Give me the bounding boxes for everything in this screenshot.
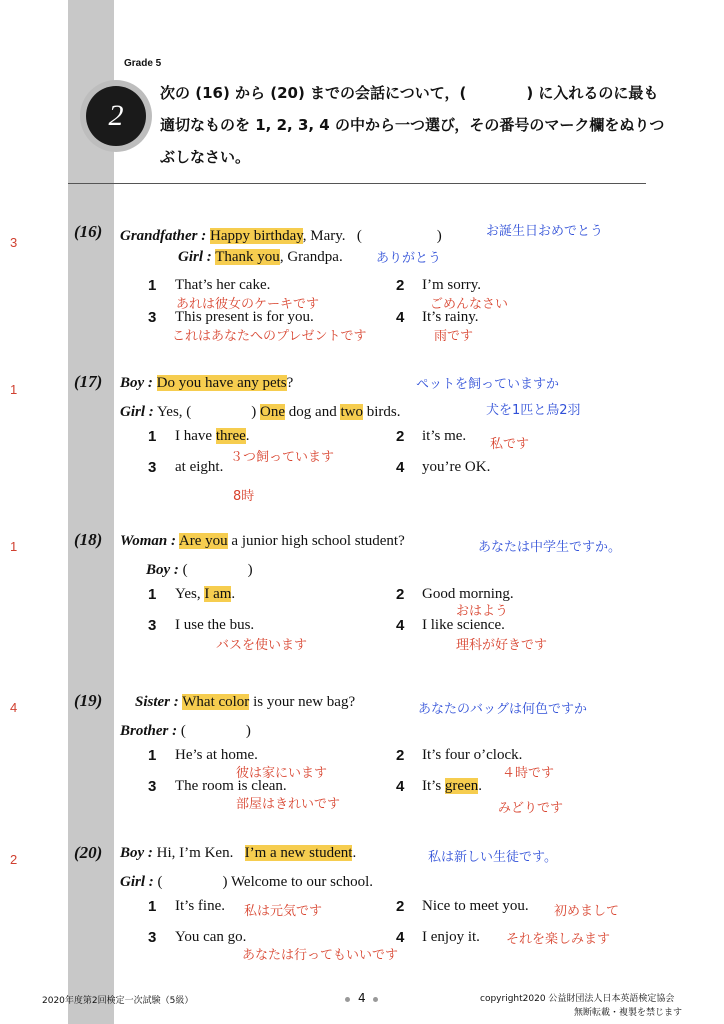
option-text-part: It’s [422, 778, 442, 794]
dialogue-line-2 [146, 558, 253, 579]
option-number: 1 [148, 747, 157, 764]
highlight: two [340, 404, 363, 420]
option-number: 4 [396, 778, 405, 795]
dialogue-line-2 [120, 870, 373, 891]
question-number: (19) [74, 691, 103, 710]
speaker: Grandfather : [120, 228, 207, 244]
speaker: Sister : [135, 694, 179, 710]
option-text [175, 586, 235, 603]
highlight: Are you [178, 533, 228, 549]
speaker: Brother : [120, 723, 178, 739]
option-text: I enjoy it. [422, 929, 480, 945]
grade-label: Grade 5 [124, 58, 162, 69]
dialogue-line-1 [120, 533, 405, 550]
score-mark: 3 [10, 235, 18, 250]
option-text: This present is for you. [175, 309, 314, 325]
dialogue-line-1 [135, 694, 355, 711]
dialogue-text: , Grandpa. [279, 249, 343, 265]
dialogue-text: ? [286, 375, 294, 391]
dialogue-line-1 [120, 224, 442, 245]
option-text: you’re OK. [422, 459, 491, 475]
translation-note: ペットを飼っていますか [416, 377, 560, 392]
option-text [422, 778, 482, 795]
option-translation: ４時です [502, 766, 555, 781]
translation-note: 犬を1匹と鳥2羽 [486, 403, 581, 418]
option-text-part: . [231, 586, 236, 602]
highlight: What color [182, 694, 250, 710]
footer-exam-info: 2020年度第2回検定一次試験（5級） [42, 996, 194, 1006]
option-text-part: I have [175, 428, 213, 444]
option-translation: みどりです [498, 801, 564, 816]
page-sidebar [68, 0, 114, 1024]
option-translation: ごめんなさい [430, 297, 509, 312]
translation-note: あなたのバッグは何色ですか [418, 702, 588, 717]
option-number: 2 [396, 747, 405, 764]
option-text: I use the bus. [175, 617, 255, 633]
option-translation: 私は元気です [244, 904, 323, 919]
option-number: 1 [148, 898, 157, 915]
section-number: 2 [86, 86, 146, 146]
translation-note: お誕生日おめでとう [486, 224, 604, 239]
dialogue-line-1 [120, 375, 293, 392]
option-number: 3 [148, 929, 157, 946]
option-text: it’s me. [422, 428, 467, 444]
translation-note: あなたは中学生ですか。 [478, 540, 622, 555]
dialogue-text: a junior high school student? [231, 533, 405, 549]
speaker: Boy : [120, 375, 153, 391]
option-number: 3 [148, 309, 157, 326]
question-number: (17) [74, 372, 103, 391]
highlight: One [260, 404, 286, 420]
instruction-line-3: ぶしなさい。 [160, 148, 251, 166]
dialogue-text: dog and [288, 404, 337, 420]
translation-note: ありがとう [376, 251, 442, 266]
speaker: Woman : [120, 533, 176, 549]
option-text: at eight. [175, 459, 224, 475]
dialogue-text: Hi, I’m Ken. [156, 845, 234, 861]
speaker: Girl : [120, 404, 154, 420]
option-text [175, 428, 250, 445]
option-number: 1 [148, 586, 157, 603]
dialogue-line-2 [120, 719, 251, 740]
option-number: 4 [396, 929, 405, 946]
option-number: 1 [148, 428, 157, 445]
page-dot [345, 997, 350, 1002]
highlight: I’m a new student [244, 845, 353, 861]
dialogue-text: is your new bag? [253, 694, 356, 710]
answer-blank: ( ) [180, 723, 251, 739]
highlight: Happy birthday [210, 228, 303, 244]
score-mark: 1 [10, 539, 18, 554]
option-translation: 雨です [434, 329, 474, 344]
option-translation: 8時 [233, 489, 255, 504]
speaker: Boy : [146, 562, 179, 578]
dialogue-line-2 [120, 400, 400, 421]
option-number: 3 [148, 459, 157, 476]
option-number: 4 [396, 617, 405, 634]
option-number: 3 [148, 617, 157, 634]
footer-copyright: copyright2020 公益財団法人日本英語検定協会 [480, 994, 675, 1004]
question-number: (20) [74, 843, 103, 862]
score-mark: 4 [10, 700, 18, 715]
option-text-part: Yes, [175, 586, 201, 602]
option-number: 1 [148, 277, 157, 294]
speaker: Boy : [120, 845, 153, 861]
option-number: 4 [396, 309, 405, 326]
page-dot [373, 997, 378, 1002]
translation-note: 私は新しい生徒です。 [428, 850, 557, 865]
dialogue-text: . [352, 845, 357, 861]
dialogue-text: birds. [366, 404, 401, 420]
option-translation: それを楽しみます [506, 932, 611, 947]
dialogue-line-2 [178, 249, 343, 266]
option-number: 3 [148, 778, 157, 795]
header-divider [68, 183, 646, 184]
page-number: 4 [358, 991, 366, 1005]
score-mark: 1 [10, 382, 18, 397]
option-text: The room is clean. [175, 778, 287, 794]
highlight: green [444, 778, 479, 794]
option-text-part: . [478, 778, 482, 794]
option-translation: ３つ飼っています [230, 450, 335, 465]
speaker: Girl : [120, 874, 154, 890]
option-text: That’s her cake. [175, 277, 271, 293]
option-text: You can go. [175, 929, 247, 945]
footer-notice: 無断転載・複製を禁じます [574, 1008, 683, 1018]
highlight: Do you have any pets [156, 375, 287, 391]
option-translation: 部屋はきれいです [236, 797, 341, 812]
option-text: It’s rainy. [422, 309, 479, 325]
option-text: I like science. [422, 617, 505, 633]
option-text: Nice to meet you. [422, 898, 529, 914]
instruction-line-1: 次の (16) から (20) までの会話について，( ) に入れるのに最も [160, 84, 659, 102]
option-number: 2 [396, 277, 405, 294]
option-text: Good morning. [422, 586, 514, 602]
option-translation: 理科が好きです [456, 638, 548, 653]
option-text: It’s fine. [175, 898, 225, 914]
score-mark: 2 [10, 852, 18, 867]
option-translation: バスを使います [216, 638, 308, 653]
highlight: three [215, 428, 246, 444]
option-text: It’s four o’clock. [422, 747, 523, 763]
option-number: 4 [396, 459, 405, 476]
dialogue-line-1 [120, 845, 356, 862]
option-translation: あれは彼女のケーキです [176, 297, 320, 312]
dialogue-text: ( ) Welcome to our school. [157, 874, 374, 890]
option-text: I’m sorry. [422, 277, 482, 293]
highlight: Thank you [215, 249, 280, 265]
speaker: Girl : [178, 249, 212, 265]
option-translation: 彼は家にいます [236, 766, 328, 781]
option-translation: おはよう [456, 604, 509, 619]
option-translation: 初めまして [554, 904, 620, 919]
option-number: 2 [396, 428, 405, 445]
option-text: He’s at home. [175, 747, 258, 763]
option-number: 2 [396, 586, 405, 603]
option-translation: これはあなたへのプレゼントです [172, 329, 367, 344]
answer-blank: ( ) [182, 562, 253, 578]
option-translation: あなたは行ってもいいです [242, 948, 399, 963]
dialogue-text: , Mary. [302, 228, 346, 244]
option-text-part: . [245, 428, 250, 444]
option-translation: 私です [490, 437, 530, 452]
highlight: I am [204, 586, 232, 602]
answer-blank: ( ) [356, 228, 442, 244]
dialogue-text: Yes, ( ) [156, 404, 257, 420]
question-number: (18) [74, 530, 103, 549]
question-number: (16) [74, 222, 103, 241]
instruction-line-2: 適切なものを 1, 2, 3, 4 の中から一つ選び，その番号のマーク欄をぬりつ [160, 116, 665, 134]
option-number: 2 [396, 898, 405, 915]
